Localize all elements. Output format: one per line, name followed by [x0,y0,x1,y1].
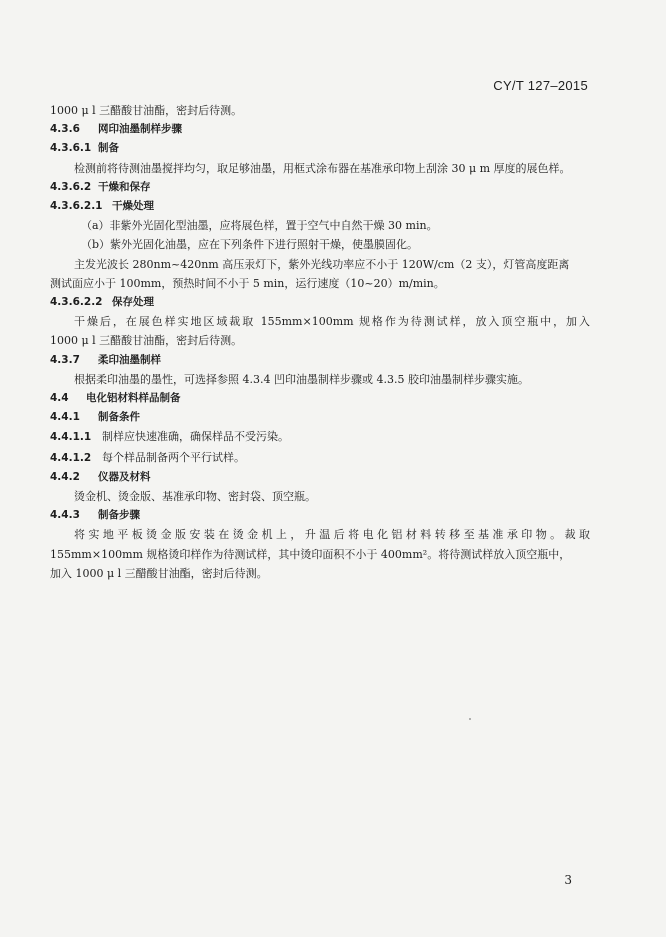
body-line: 1000 μ l 三醋酸甘油酯，密封后待测。 [50,104,243,117]
section-number: 4.4.3 [50,509,80,522]
section-title: 干燥处理 [112,200,154,213]
section-number: 4.3.6.2 [50,180,92,193]
body-line: 测试面应小于 100mm，预热时间不小于 5 min，运行速度（10~20）m/min。 [50,276,445,290]
section-number: 4.3.6.2.1 [50,200,103,213]
standard-code: CY/T 127–2015 [493,78,588,93]
section-heading [50,389,590,408]
section-heading [50,506,590,525]
section-number: 4.4.1 [50,411,80,424]
list-item: （b）紫外光固化油墨，应在下列条件下进行照射干燥，使墨膜固化。 [81,238,419,252]
section-title: 柔印油墨制样 [98,353,161,366]
clause-number: 4.4.1.1 [50,431,92,444]
body-line: 干燥后，在展色样实地区域裁取 155mm×100mm 规格作为待测试样，放入顶空瓶中，加入 [74,315,590,329]
section-heading [50,293,590,312]
body-line: 检测前将待测油墨搅拌均匀，取足够油墨，用框式涂布器在基准承印物上刮涂 30 μ m 厚度的展色样。 [74,161,571,175]
section-number: 4.4.2 [50,470,80,483]
section-title: 干燥和保存 [98,180,151,193]
section-number: 4.3.6.1 [50,142,92,155]
section-title: 电化铝材料样品制备 [86,392,181,405]
section-title: 制备 [98,142,119,155]
scan-speck [469,718,471,720]
section-title: 保存处理 [112,296,154,309]
section-heading [50,120,590,139]
numbered-clause [50,448,590,468]
body-line: 将实地平板烫金版安装在烫金机上，升温后将电化铝材料转移至基准承印物。裁取 [74,528,590,542]
body-line: 根据柔印油墨的墨性，可选择参照 4.3.4 凹印油墨制样步骤或 4.3.5 胶印油墨制样步骤实施。 [74,372,529,386]
clause-number: 4.4.1.2 [50,451,92,464]
clause-text: 每个样品制备两个平行试样。 [102,450,245,464]
section-number: 4.3.6 [50,123,80,136]
section-number: 4.3.7 [50,353,80,366]
section-number: 4.4 [50,392,69,405]
body-line: 主发光波长 280nm~420nm 高压汞灯下，紫外光线功率应不小于 120W/cm（2 支），灯管高度距离 [74,257,570,271]
list-item: （a）非紫外光固化型油墨，应将展色样，置于空气中自然干燥 30 min。 [81,219,438,233]
section-heading [50,468,590,487]
clause-text: 制样应快速准确，确保样品不受污染。 [102,430,289,444]
section-heading [50,408,590,427]
body-line: 1000 μ l 三醋酸甘油酯，密封后待测。 [50,334,243,348]
numbered-clause [50,427,590,447]
section-title: 制备步骤 [98,509,140,522]
section-heading [50,139,590,158]
body-line: 加入 1000 μ l 三醋酸甘油酯，密封后待测。 [50,566,268,580]
section-title: 制备条件 [98,411,140,424]
page-number: 3 [564,873,572,887]
section-heading [50,351,590,370]
section-heading [50,197,590,216]
section-title: 网印油墨制样步骤 [98,123,182,136]
section-title: 仪器及材料 [98,470,151,483]
section-number: 4.3.6.2.2 [50,296,103,309]
body-line: 155mm×100mm 规格烫印样作为待测试样，其中烫印面积不小于 400mm²。将待测试样放入顶空瓶中， [50,547,571,561]
page-body [50,101,590,583]
body-line: 烫金机、烫金版、基准承印物、密封袋、顶空瓶。 [74,490,316,504]
section-heading [50,178,590,197]
